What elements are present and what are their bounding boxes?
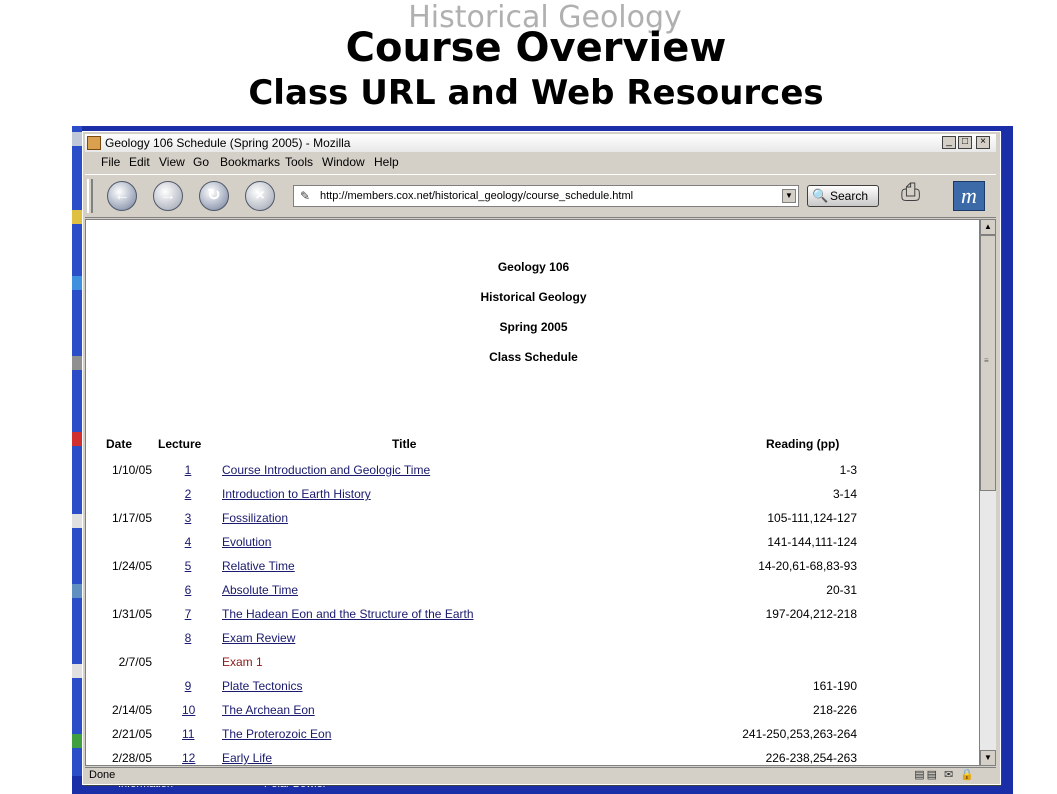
page-heading: Geology 106 [497,260,570,274]
page-content [85,219,980,766]
row-date: 1/24/05 [111,559,152,573]
column-header-reading: Reading (pp) [766,437,840,451]
minimize-button[interactable]: _ [942,136,956,149]
row-date: 2/14/05 [111,703,152,717]
row-reading: 218-226 [812,703,857,717]
row-reading: 161-190 [812,679,857,693]
row-date: 2/28/05 [111,751,152,765]
desktop-icon[interactable] [72,356,82,370]
mozilla-logo-icon[interactable]: m [953,181,985,211]
title-link[interactable]: The Hadean Eon and the Structure of the Earth [222,607,474,621]
table-row [86,751,980,766]
lecture-link[interactable]: 6 [184,583,192,597]
lecture-link[interactable]: 7 [184,607,192,621]
page-icon: ✎ [300,189,311,203]
browser-window [82,131,1001,785]
app-icon [87,136,101,150]
print-icon[interactable]: ⎙ [901,179,921,206]
lecture-link[interactable]: 10 [182,703,196,717]
toolbar-grip[interactable] [87,179,93,213]
title-link[interactable]: Exam Review [222,631,296,645]
status-text: Done [89,769,116,781]
vertical-scrollbar[interactable] [980,219,996,766]
title-link[interactable]: Introduction to Earth History [222,487,371,501]
table-row [86,703,980,727]
menu-window[interactable]: Window [322,155,365,169]
desktop-icon[interactable] [72,734,82,748]
title-link[interactable]: Relative Time [222,559,295,573]
slide-supertitle: Historical Geology [408,0,682,35]
search-button-label: Search [830,189,869,203]
lecture-link[interactable]: 1 [184,463,192,477]
table-row [86,487,980,511]
slide-title: Course Overview [345,25,727,71]
table-row [86,511,980,535]
title-link[interactable]: Early Life [222,751,273,765]
table-row [86,607,980,631]
desktop-icon[interactable] [72,664,82,678]
reload-icon[interactable]: ↻ [199,181,229,211]
desktop-icon[interactable] [72,132,82,146]
column-header-lecture: Lecture [158,437,202,451]
row-reading: 241-250,253,263-264 [742,727,857,741]
menu-bar [85,153,996,171]
window-title: Geology 106 Schedule (Spring 2005) - Mozilla [105,136,351,150]
menu-help[interactable]: Help [374,155,399,169]
url-bar[interactable] [293,185,799,207]
url-input[interactable] [320,188,770,204]
row-date: 2/21/05 [111,727,152,741]
row-reading: 3-14 [832,487,857,501]
scroll-down-icon[interactable]: ▼ [980,750,996,766]
table-row [86,655,980,679]
row-reading: 141-144,111-124 [767,535,857,549]
row-reading: 20-31 [826,583,857,597]
lecture-link[interactable]: 8 [184,631,192,645]
row-date: 1/31/05 [111,607,152,621]
lecture-link[interactable]: 3 [184,511,192,525]
lecture-link[interactable]: 4 [184,535,192,549]
slide-subtitle: Class URL and Web Resources [248,73,824,113]
desktop-icon[interactable] [72,432,82,446]
row-reading: 226-238,254-263 [765,751,857,765]
row-reading: 105-111,124-127 [767,511,857,525]
window-titlebar[interactable] [85,134,996,152]
url-history-dropdown[interactable]: ▼ [782,189,796,203]
title-link[interactable]: The Proterozoic Eon [222,727,332,741]
back-icon[interactable]: ← [107,181,137,211]
lecture-link[interactable]: 5 [184,559,192,573]
row-reading: 197-204,212-218 [765,607,857,621]
search-button[interactable] [807,185,879,207]
lecture-link[interactable]: 2 [184,487,192,501]
lecture-link[interactable]: 9 [184,679,192,693]
menu-bookmarks[interactable]: Bookmarks [220,155,281,169]
title-link[interactable]: Fossilization [222,511,289,525]
menu-file[interactable]: File [101,155,121,169]
column-header-date: Date [106,437,133,451]
table-row [86,559,980,583]
page-heading: Spring 2005 [499,320,568,334]
title-link[interactable]: Plate Tectonics [222,679,303,693]
menu-tools[interactable]: Tools [285,155,314,169]
row-date: 1/17/05 [111,511,152,525]
menu-go[interactable]: Go [193,155,210,169]
desktop-icon[interactable] [72,210,82,224]
desktop-icon[interactable] [72,514,82,528]
table-row [86,535,980,559]
exam-label: Exam 1 [222,655,263,669]
table-row [86,679,980,703]
navigation-toolbar [85,174,996,218]
desktop-icon[interactable] [72,584,82,598]
lecture-link[interactable]: 12 [182,751,196,765]
table-row [86,463,980,487]
stop-icon[interactable]: × [245,181,275,211]
status-icons[interactable]: ▤▤ ✉ 🔒 [914,769,976,781]
table-row [86,727,980,751]
table-row [86,631,980,655]
close-button[interactable]: × [976,136,990,149]
desktop-icon-strip [72,126,82,794]
lecture-link[interactable]: 11 [182,727,195,741]
title-link[interactable]: The Archean Eon [222,703,315,717]
forward-icon[interactable]: → [153,181,183,211]
column-header-title: Title [392,437,417,451]
row-reading: 14-20,61-68,83-93 [758,559,857,573]
row-date: 1/10/05 [111,463,152,477]
scroll-up-icon[interactable]: ▲ [980,219,996,235]
title-link[interactable]: Evolution [222,535,272,549]
title-link[interactable]: Absolute Time [222,583,299,597]
menu-view[interactable]: View [159,155,185,169]
row-date: 2/7/05 [118,655,152,669]
page-heading: Historical Geology [480,290,587,304]
row-reading: 1-3 [839,463,857,477]
maximize-button[interactable]: □ [958,136,972,149]
menu-edit[interactable]: Edit [129,155,150,169]
page-heading: Class Schedule [489,350,578,364]
table-row [86,583,980,607]
search-icon: 🔍 [812,188,829,203]
desktop-icon[interactable] [72,276,82,290]
title-link[interactable]: Course Introduction and Geologic Time [222,463,431,477]
status-bar [85,767,996,784]
scrollbar-thumb[interactable]: ≡ [980,235,996,491]
